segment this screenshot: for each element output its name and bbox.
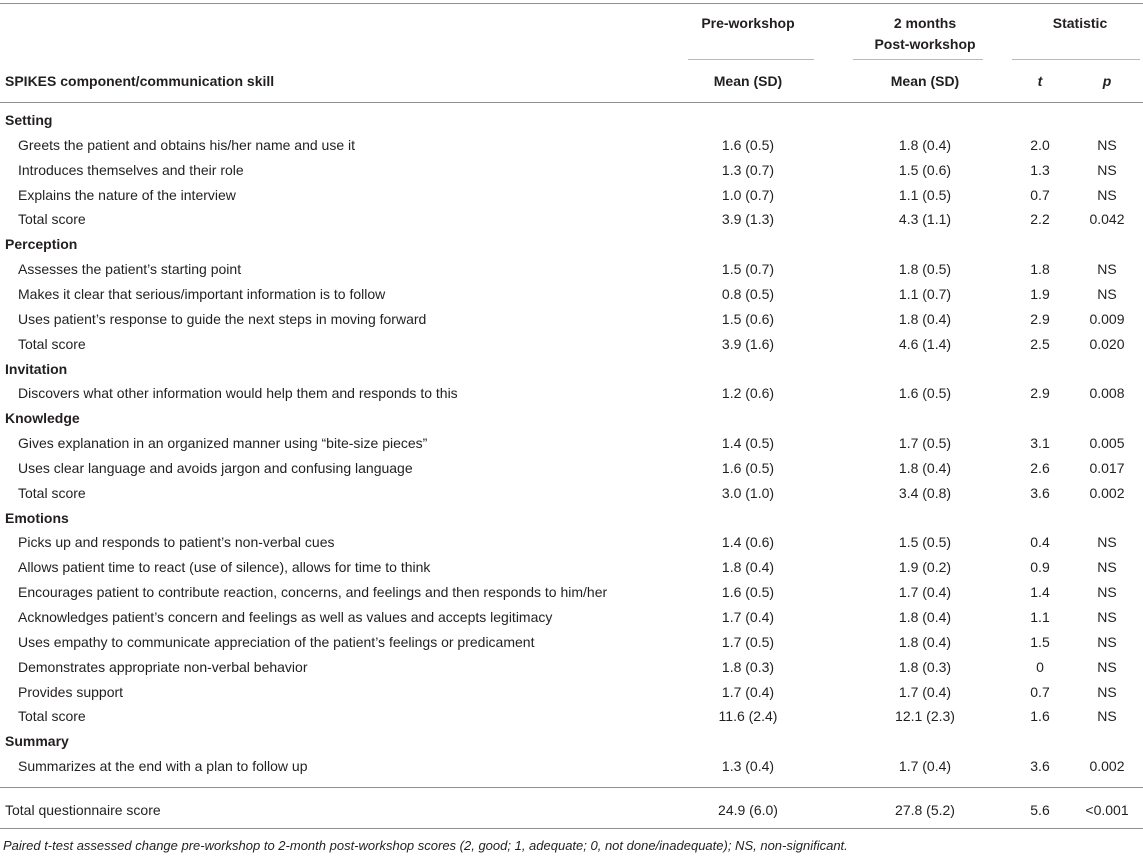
row-post-mean: 1.7 (0.4) [898, 758, 952, 775]
section-heading-knowledge: Knowledge [5, 410, 80, 427]
row-pre-mean: 1.3 (0.7) [721, 161, 775, 178]
row-p-value: 0.002 [1089, 484, 1125, 501]
header-bottom-rule [0, 102, 1143, 103]
row-post-mean: 1.7 (0.5) [898, 435, 952, 452]
row-pre-mean: 1.7 (0.4) [721, 683, 775, 700]
section-heading-perception: Perception [5, 236, 78, 253]
row-t-value: 3.6 [1030, 758, 1050, 775]
row-label: Uses patient’s response to guide the next steps in moving forward [18, 310, 427, 327]
header-post-line2: Post-workshop [874, 36, 976, 52]
row-p-value: NS [1097, 584, 1117, 601]
row-t-value: 0.7 [1030, 186, 1050, 203]
row-p-value: NS [1097, 683, 1117, 700]
row-pre-mean: 1.6 (0.5) [721, 136, 775, 153]
row-p-value: NS [1097, 708, 1117, 725]
header-mean-pre: Mean (SD) [713, 73, 783, 89]
row-post-mean: 1.1 (0.5) [898, 186, 952, 203]
row-p-value: NS [1097, 261, 1117, 278]
header-pre-workshop: Pre-workshop [701, 15, 795, 31]
row-post-mean: 1.1 (0.7) [898, 285, 952, 302]
row-pre-mean: 11.6 (2.4) [718, 708, 778, 725]
table-bottom-rule [0, 828, 1143, 829]
total-pre: 24.9 (6.0) [718, 802, 778, 818]
row-t-value: 2.5 [1030, 335, 1050, 352]
row-p-value: NS [1097, 285, 1117, 302]
row-pre-mean: 1.6 (0.5) [721, 459, 775, 476]
row-label: Total score [18, 484, 86, 501]
row-label: Uses clear language and avoids jargon and confusing language [18, 459, 413, 476]
total-t: 5.6 [1030, 802, 1050, 818]
row-t-value: 0.4 [1030, 534, 1050, 551]
section-heading-summary: Summary [5, 733, 69, 750]
header-stat-underline [1012, 59, 1140, 60]
row-post-mean: 1.8 (0.4) [898, 310, 952, 327]
row-pre-mean: 3.9 (1.6) [721, 335, 775, 352]
row-label: Total score [18, 211, 86, 228]
row-pre-mean: 1.8 (0.4) [721, 559, 775, 576]
row-label: Acknowledges patient’s concern and feelings as well as values and accepts legitimacy [18, 609, 553, 625]
total-top-rule [0, 787, 1143, 788]
total-label: Total questionnaire score [5, 802, 161, 818]
row-pre-mean: 0.8 (0.5) [721, 285, 775, 302]
section-heading-emotions: Emotions [5, 509, 69, 526]
row-post-mean: 1.5 (0.5) [898, 534, 952, 551]
row-pre-mean: 1.5 (0.6) [721, 310, 775, 327]
row-post-mean: 1.6 (0.5) [898, 385, 952, 402]
row-t-value: 2.0 [1030, 136, 1050, 153]
header-mean-post: Mean (SD) [890, 73, 960, 89]
row-p-value: NS [1097, 534, 1117, 551]
row-label: Makes it clear that serious/important information is to follow [18, 285, 386, 302]
row-post-mean: 12.1 (2.3) [895, 708, 955, 725]
row-p-value: NS [1097, 136, 1117, 153]
row-p-value: 0.005 [1089, 435, 1125, 452]
header-post-line1: 2 months [893, 15, 957, 31]
row-post-mean: 1.9 (0.2) [898, 559, 952, 576]
row-t-value: 3.6 [1030, 484, 1050, 501]
row-post-mean: 1.8 (0.4) [898, 633, 952, 650]
row-t-value: 1.9 [1030, 285, 1050, 302]
row-label: Demonstrates appropriate non-verbal behavior [18, 658, 308, 675]
row-post-mean: 1.7 (0.4) [898, 584, 952, 601]
row-t-value: 0.9 [1030, 559, 1050, 576]
row-p-value: NS [1097, 633, 1117, 650]
row-label: Encourages patient to contribute reaction, concerns, and feelings and then responds to him/her [18, 584, 608, 601]
table-top-rule [0, 3, 1143, 4]
row-pre-mean: 1.4 (0.5) [721, 435, 775, 452]
row-p-value: NS [1097, 186, 1117, 203]
row-pre-mean: 1.6 (0.5) [721, 584, 775, 601]
row-pre-mean: 1.2 (0.6) [721, 385, 775, 402]
row-p-value: 0.017 [1089, 459, 1125, 476]
row-label: Total score [18, 335, 86, 352]
row-pre-mean: 1.7 (0.4) [721, 609, 775, 625]
row-pre-mean: 3.9 (1.3) [721, 211, 775, 228]
row-p-value: 0.002 [1089, 758, 1125, 775]
row-label: Total score [18, 708, 86, 725]
header-post-underline [853, 59, 983, 60]
row-t-value: 1.5 [1030, 633, 1050, 650]
header-p: p [1102, 73, 1112, 89]
row-label: Provides support [18, 683, 124, 700]
row-pre-mean: 1.0 (0.7) [721, 186, 775, 203]
header-t: t [1037, 73, 1043, 89]
row-label: Greets the patient and obtains his/her name and use it [18, 136, 355, 153]
row-label: Picks up and responds to patient’s non-verbal cues [18, 534, 335, 551]
row-t-value: 2.9 [1030, 385, 1050, 402]
row-t-value: 1.6 [1030, 708, 1050, 725]
row-label: Explains the nature of the interview [18, 186, 236, 203]
row-t-value: 2.6 [1030, 459, 1050, 476]
row-p-value: NS [1097, 161, 1117, 178]
row-post-mean: 1.8 (0.3) [898, 658, 952, 675]
table-footnote: Paired t-test assessed change pre-workshop to 2-month post-workshop scores (2, good; 1, adequate; 0, not done/inadequate); NS, non-significant. [3, 838, 848, 853]
row-t-value: 0.7 [1030, 683, 1050, 700]
row-pre-mean: 1.5 (0.7) [721, 261, 775, 278]
header-component: SPIKES component/communication skill [5, 73, 275, 89]
row-p-value: 0.020 [1089, 335, 1125, 352]
row-pre-mean: 1.8 (0.3) [721, 658, 775, 675]
row-t-value: 2.9 [1030, 310, 1050, 327]
row-label: Summarizes at the end with a plan to follow up [18, 758, 308, 775]
row-post-mean: 1.8 (0.4) [898, 136, 952, 153]
row-post-mean: 4.3 (1.1) [898, 211, 952, 228]
row-p-value: NS [1097, 658, 1117, 675]
section-heading-invitation: Invitation [5, 360, 68, 377]
row-t-value: 1.1 [1030, 609, 1050, 625]
row-t-value: 1.8 [1030, 261, 1050, 278]
row-t-value: 1.4 [1030, 584, 1050, 601]
row-pre-mean: 3.0 (1.0) [721, 484, 775, 501]
row-post-mean: 1.7 (0.4) [898, 683, 952, 700]
header-pre-underline [688, 59, 814, 60]
row-p-value: 0.009 [1089, 310, 1125, 327]
row-t-value: 3.1 [1030, 435, 1050, 452]
row-t-value: 1.3 [1030, 161, 1050, 178]
row-post-mean: 1.8 (0.4) [898, 459, 952, 476]
row-pre-mean: 1.3 (0.4) [721, 758, 775, 775]
row-post-mean: 4.6 (1.4) [898, 335, 952, 352]
row-label: Allows patient time to react (use of silence), allows for time to think [18, 559, 431, 576]
row-post-mean: 3.4 (0.8) [898, 484, 952, 501]
row-p-value: NS [1097, 559, 1117, 576]
row-post-mean: 1.8 (0.5) [898, 261, 952, 278]
section-heading-setting: Setting [5, 112, 53, 128]
row-post-mean: 1.8 (0.4) [898, 609, 952, 625]
row-label: Assesses the patient’s starting point [18, 261, 242, 278]
row-label: Uses empathy to communicate appreciation of the patient’s feelings or predicament [18, 633, 535, 650]
header-statistic: Statistic [1052, 15, 1108, 31]
row-label: Introduces themselves and their role [18, 161, 244, 178]
row-t-value: 0 [1036, 658, 1044, 675]
row-pre-mean: 1.4 (0.6) [721, 534, 775, 551]
row-label: Discovers what other information would help them and responds to this [18, 385, 458, 402]
row-p-value: 0.008 [1089, 385, 1125, 402]
total-p: <0.001 [1085, 802, 1129, 818]
row-p-value: NS [1097, 609, 1117, 625]
row-t-value: 2.2 [1030, 211, 1050, 228]
row-label: Gives explanation in an organized manner using “bite-size pieces” [18, 435, 428, 452]
total-post: 27.8 (5.2) [895, 802, 955, 818]
row-pre-mean: 1.7 (0.5) [721, 633, 775, 650]
row-post-mean: 1.5 (0.6) [898, 161, 952, 178]
row-p-value: 0.042 [1089, 211, 1125, 228]
